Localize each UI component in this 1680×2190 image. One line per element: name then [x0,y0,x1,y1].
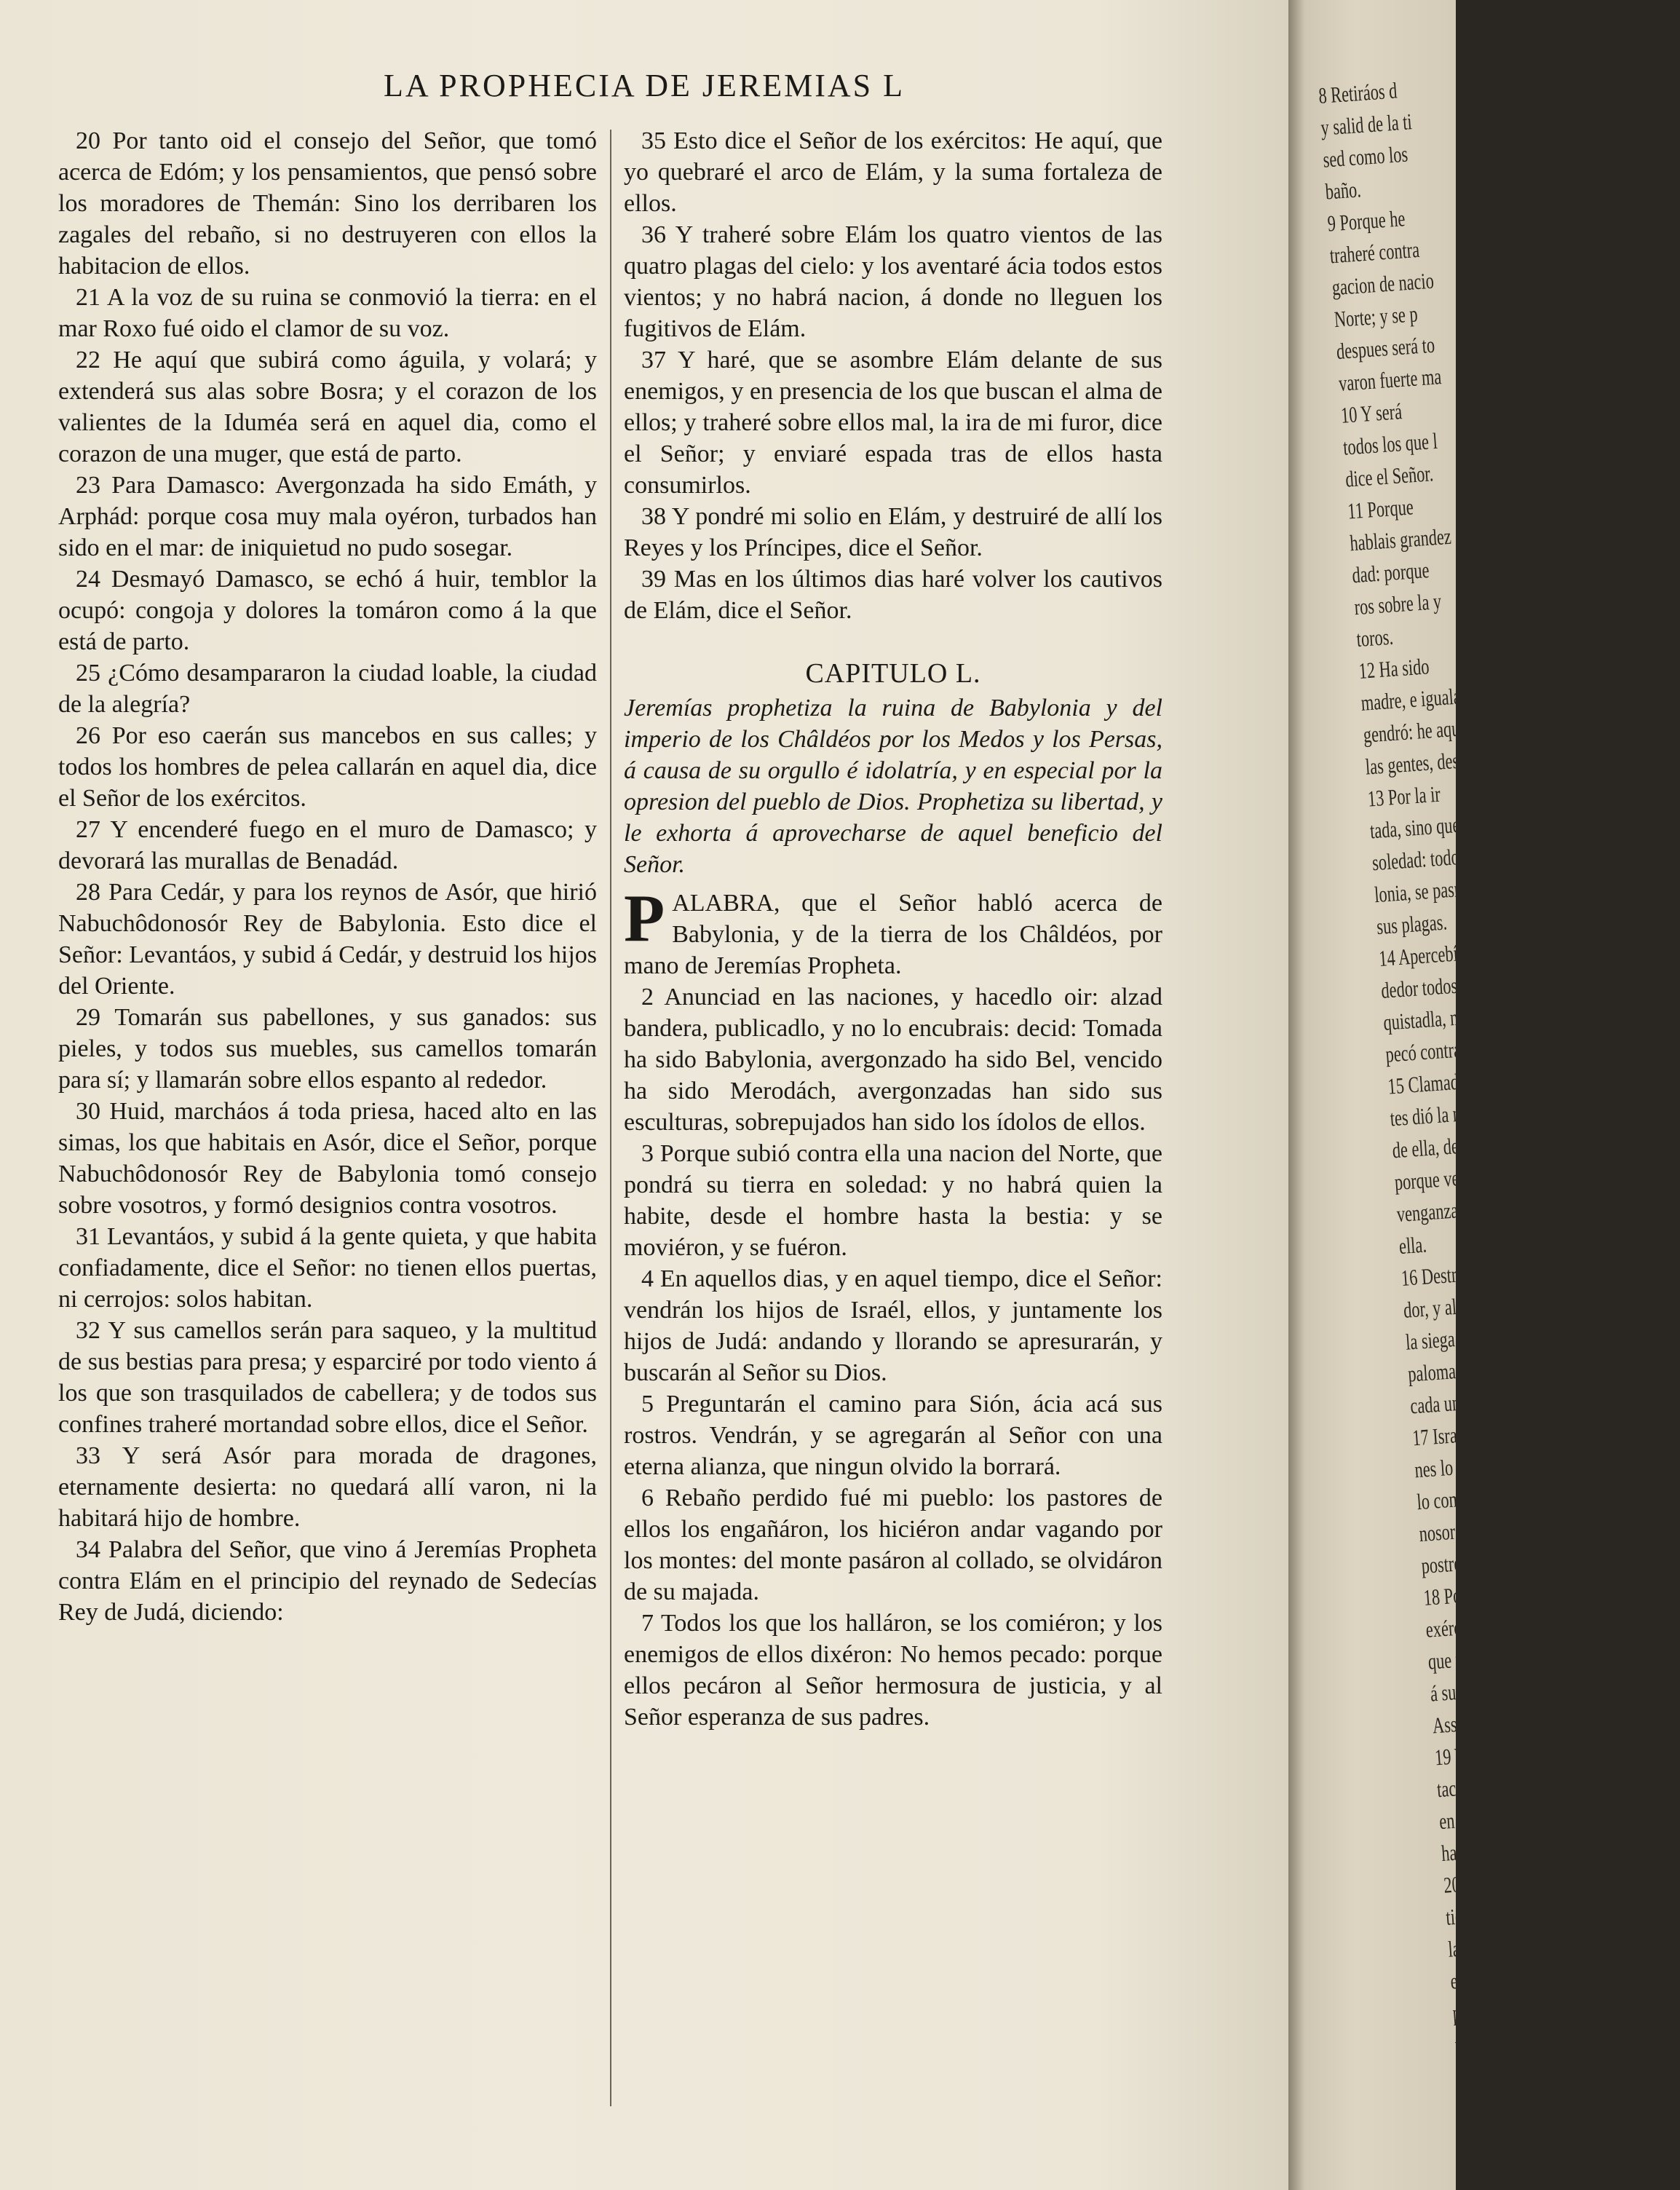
right-column [624,125,1162,1733]
adjacent-page-line: las gentes, desie [1364,746,1472,780]
adjacent-page-line: porque seré p [1451,1994,1541,2026]
adjacent-page-line: madre, e iguala [1360,683,1462,716]
adjacent-page-line: dedor todos los [1380,971,1481,1003]
adjacent-page-line: 10 Y será [1339,398,1403,428]
adjacent-page-edge [1288,0,1543,2190]
chapter-summary: Jeremías prophetiza la ruina de Babylonia y del imperio de los Châldéos por los Medos y los Persas, á causa de su orgullo é idolatría, y en especial por la opresion del pueblo de Dios. Prophetiza su libertad, y le exhorta á aprovecharse de aquel beneficio del Señor. [624,695,1162,878]
adjacent-page-line: traheré contra [1328,236,1421,269]
adjacent-page-line: tiempo, dice e [1445,1898,1539,1930]
left-column [58,125,597,1628]
verse: 31 Levantáos, y subid á la gente quieta, y que habita confiadamente, dice el Señor: no tienen ellos puertas, ni cerrojos: solos habitan. [58,1223,597,1313]
verse: 6 Rebaño perdido fué mi pueblo: los pastores de ellos los engañáron, los hiciéron andar vagando por los montes: del monte pasáron al collado, se olvidáron de su majada. [624,1485,1162,1605]
adjacent-page-line: lo comió el p [1416,1483,1503,1515]
adjacent-page-line: varon fuerte ma [1337,363,1443,396]
adjacent-page-line: en el monte de [1438,1802,1535,1835]
adjacent-page-line: 20 En aqu [1443,1867,1510,1898]
verse: 23 Para Damasco: Avergonzada ha sido Emáth, y Arphád: porque cosa muy mala oyéron, turbados han sido en el mar: de iniquietud no pudo sosegar. [58,472,597,561]
verse: 35 Esto dice el Señor de los exércitos: He aquí, que yo quebraré el arco de Elám, y la suma fortaleza de ellos. [624,127,1162,217]
adjacent-page-line: quistadla, no ah [1382,1003,1487,1035]
adjacent-page-line: sus plagas. [1376,909,1449,940]
adjacent-page-line: 11 Porque [1347,494,1414,524]
adjacent-page-line: 9 Porque he [1326,205,1406,237]
adjacent-page-line: toros. [1355,623,1394,652]
verse: 38 Y pondré mi solio en Elám, y destruiré de allí los Reyes y los Príncipes, dice el Señor. [624,503,1162,561]
adjacent-page-line: venganza de e [1395,1195,1490,1228]
adjacent-page-line: dor, y al que ti [1402,1290,1498,1323]
adjacent-page-line: el pecado de J [1449,1961,1543,1994]
adjacent-page-line: que yo visitaré [1427,1642,1525,1675]
adjacent-page-line: 12 Ha sido [1358,653,1430,684]
adjacent-page-line: ros sobre la y [1353,588,1443,620]
adjacent-page-line: ella. [1398,1231,1427,1260]
verse: 36 Y traheré sobre Elám los quatro vientos de las quatro plagas del cielo: y los aventaré ácia todos estos vientos; y no habrá nacion, á donde no lleguen los fugitivos de Elám. [624,221,1162,342]
opening-text: ALABRA, que el Señor habló acerca de Babylonia, y de la tierra de los Châldéos, por mano de Jeremías Propheta. [624,890,1162,979]
column-divider [610,130,611,2106]
adjacent-page-line: paloma cada un [1407,1353,1511,1387]
adjacent-page-line: sed como los [1322,141,1409,173]
adjacent-page-line: tacion; y pacer [1435,1770,1534,1803]
verse: 2 Anunciad en las naciones, y hacedlo oir: alzad bandera, publicadlo, y no lo encubrais: decid: Tomada ha sido Babylonia, avergonzado ha sido Bel, vencido ha sido Merodách, avergonzadas han sido sus esculturas, sobrepujados han sido los ídolos de ellos. [624,984,1162,1136]
page-title: LA PROPHECIA DE JEREMIAS L [383,68,906,103]
adjacent-page-line: gacion de nacio [1331,267,1435,301]
verse: 39 Mas en los últimos dias haré volver los cautivos de Elám, dice el Señor. [624,566,1162,624]
verse: 25 ¿Cómo desampararon la ciudad loable, la ciudad de la alegría? [58,660,597,718]
adjacent-page-line: cada uno huirá [1409,1386,1507,1419]
adjacent-page-line: 21 Sube á la [1456,2058,1538,2090]
adjacent-page-line: 15 Clamad c [1387,1067,1471,1099]
verse: 21 A la voz de su ruina se conmovió la tierra: en el mar Roxo fué oido el clamor de su voz. [58,284,597,342]
verse: 37 Y haré, que se asombre Elám delante de sus enemigos, y en presencia de los que buscan el alma de ellos; y traheré sobre ellos mal, la ira de mi furor, dice el Señor; y enviaré espada tras de ellos hasta consumirlos. [624,347,1162,499]
adjacent-page-line: á su tierra, así [1429,1674,1521,1707]
adjacent-page-line: tes dió la man [1389,1099,1482,1131]
adjacent-page-line: 8 Retiráos d [1318,77,1398,108]
verse: 7 Todos los que los halláron, se los comiéron; y los enemigos de ellos dixéron: No hemos pecado: porque ellos pecáron al Señor hermosura de justicia, y al Señor esperanza de sus padres. [624,1610,1162,1731]
verse: 5 Preguntarán el camino para Sión, ácia acá sus rostros. Vendrán, y se agregarán al Señor con una eterna alianza, que ningun olvido la borrará. [624,1391,1162,1480]
adjacent-page-line: y salid de la ti [1320,108,1413,141]
adjacent-page-line: la siega: huye [1404,1323,1496,1355]
adjacent-page-line: exércitos, el D [1425,1610,1521,1642]
chapter-opening-paragraph [624,881,1162,981]
adjacent-page-line: reservado. [1454,2028,1524,2058]
adjacent-page-line: hartará su alma [1441,1833,1542,1867]
adjacent-page-line: dad: porque [1351,556,1430,588]
adjacent-page-line: la maldad de [1447,1930,1532,1962]
adjacent-page-line: nosor, Rey de [1418,1514,1510,1547]
adjacent-page-line: 16 Destruid [1400,1260,1478,1291]
adjacent-page-line: 17 Israél reb [1411,1419,1494,1451]
adjacent-page-line: Assúr: [1431,1709,1476,1739]
adjacent-page-text [1318,65,1680,2125]
verse: 3 Porque subió contra ella una nacion del Norte, que pondrá su tierra en soledad: y no habrá quien la habite, desde el hombre hasta la bestia: y se moviéron, y se fuéron. [624,1140,1162,1261]
verse: 24 Desmayó Damasco, se echó á huir, temblor la ocupó: congoja y dolores la tomáron como á la que está de parto. [58,566,597,655]
adjacent-page-line: 19 Y haré [1433,1740,1499,1771]
adjacent-page-line: pecó contra el S [1384,1034,1491,1067]
verse: 22 He aquí que subirá como águila, y volará; y extenderá sus alas sobre Bosra; y el corazon de los valientes de la Iduméa será en aquel dia, como el corazon de una muger, que está de parto. [58,347,597,467]
adjacent-page-line: nan, y visita [1458,2090,1540,2122]
verse: 34 Palabra del Señor, que vino á Jeremías Propheta contra Elám en el principio del reynado de Sedecías Rey de Judá, diciendo: [58,1536,597,1626]
adjacent-page-line: 14 Apercebío [1378,939,1467,972]
adjacent-page-line: dice el Señor. [1344,460,1435,492]
verse: 26 Por eso caerán sus mancebos en sus calles; y todos los hombres de pelea callarán en aquel dia, dice el Señor de los exércitos. [58,722,597,812]
adjacent-page-line: todos los que l [1342,427,1438,460]
adjacent-page-line: porque vengan [1393,1163,1491,1195]
verse: 30 Huid, marcháos á toda priesa, haced alto en las simas, los que habitais en Asór, dice el Señor, porque Nabuchôdonosór Rey de Babylonia tomó consejo sobre vosotros, y formó designios contra vosotros. [58,1098,597,1219]
chapter-heading: CAPITULO L. [805,658,981,689]
adjacent-page-line: Norte; y se p [1333,301,1419,333]
verse: 32 Y sus camellos serán para saqueo, y la multitud de sus bestias para presa; y esparciré por todo viento á los que son trasquilados de cabellera; y de todos sus confines traheré mortandad sobre ellos, dice el Señor. [58,1317,597,1438]
verse: 20 Por tanto oid el consejo del Señor, que tomó acerca de Edóm; y los pensamientos, que pensó sobre los moradores de Themán: Sino los derribaren los zagales del rebaño, si no destruyeren con ellos la habitacion de ellos. [58,127,597,280]
adjacent-page-line: soledad: todo [1371,844,1460,876]
adjacent-page-line: postrero. [1420,1549,1480,1578]
adjacent-page-line: gendró: he aqu [1362,715,1461,748]
adjacent-page-line: de ella, destrui [1391,1131,1489,1163]
verse: 28 Para Cedár, y para los reynos de Asór, que hirió Nabuchôdonosór Rey de Babylonia. Esto dice el Señor: Levantáos, y subid á Cedár, y destruid los hijos del Oriente. [58,879,597,1000]
adjacent-page-line: hablais grandez [1349,523,1452,556]
adjacent-page-line: 18 Por tanto [1422,1579,1504,1610]
adjacent-page-line: baño. [1324,176,1362,205]
verse: 27 Y encenderé fuego en el muro de Damasco; y devorará las murallas de Benadád. [58,816,597,874]
adjacent-page-line: tada, sino que [1368,811,1461,844]
verse: 29 Tomarán sus pabellones, y sus ganados: sus pieles, y todos sus muebles, sus camellos tomarán para sí; y llamarán sobre ellos espanto al rededor. [58,1004,597,1094]
adjacent-page-line: nes lo echáron [1414,1450,1510,1483]
drop-cap: P [624,881,665,955]
verse: 4 En aquellos dias, y en aquel tiempo, dice el Señor: vendrán los hijos de Israél, ellos, y juntamente los hijos de Judá: andando y llorando se apresurarán, y buscarán al Señor su Dios. [624,1265,1162,1386]
adjacent-page-line: 13 Por la ir [1366,780,1441,812]
adjacent-page-line: despues será to [1335,331,1436,365]
verse: 33 Y será Asór para morada de dragones, eternamente desierta: no quedará allí varon, ni la habitará hijo de hombre. [58,1442,597,1532]
adjacent-page-line: lonia, se pasma [1374,874,1475,908]
